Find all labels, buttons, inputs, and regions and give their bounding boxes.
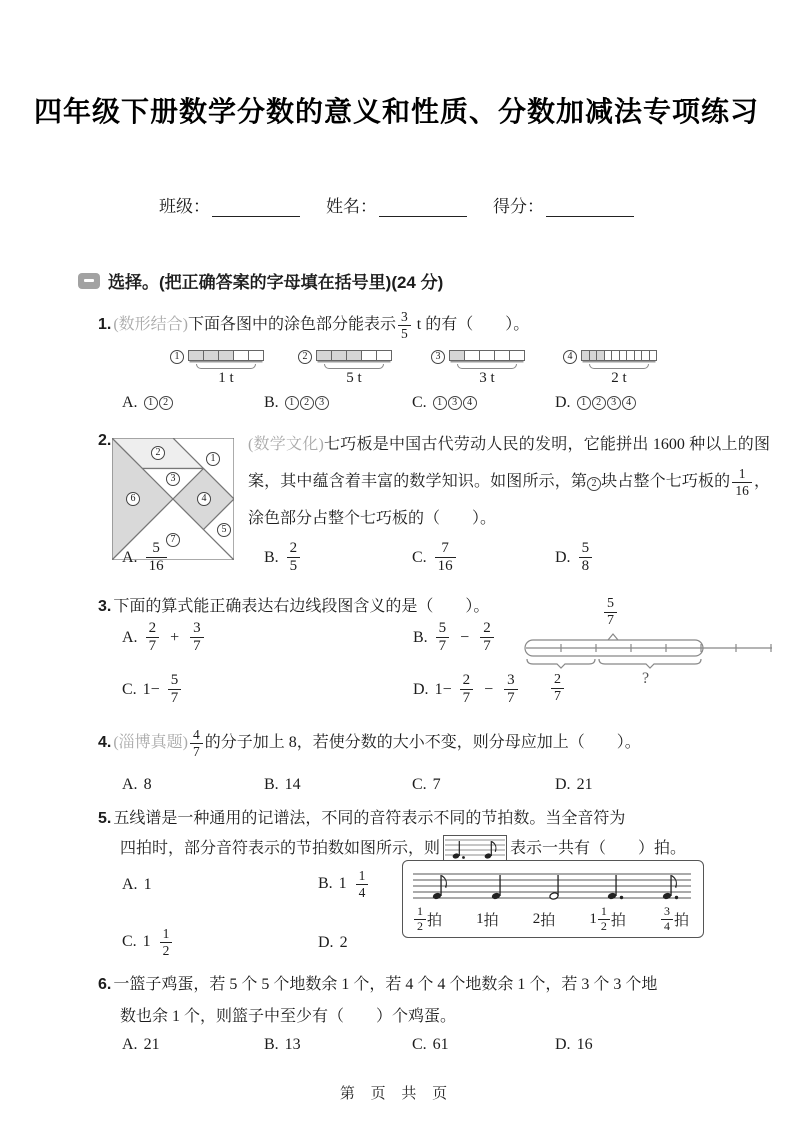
mixed-whole: 1 — [142, 933, 151, 951]
plus-operator: + — [170, 628, 180, 646]
q6-option-c — [412, 1036, 449, 1054]
dotted-eighth-note-icon — [662, 875, 678, 900]
circled-2: 2 — [587, 477, 601, 491]
q2-option-b — [264, 540, 302, 576]
staff-svg — [411, 868, 693, 904]
question-2-text-1: 七巧板是中国古代劳动人民的发明，它能拼出 1600 种以上的图案，其中蕴含着丰富的数学知识。如图所示，第 — [248, 436, 770, 490]
circled-1: 1 — [433, 396, 447, 410]
section-header — [78, 268, 443, 293]
tangram-label-5: 5 — [217, 523, 231, 537]
tangram-label-1: 1 — [206, 452, 220, 466]
beat-label-one: 1 拍 — [476, 910, 499, 929]
tangram-label-3: 3 — [166, 472, 180, 486]
tangram-label-7: 7 — [166, 533, 180, 547]
bar-label: 1 t — [218, 370, 234, 386]
one-minus: 1− — [434, 680, 452, 698]
option-value: 21 — [576, 776, 593, 793]
beat-label-two: 2 拍 — [532, 910, 556, 929]
option-label: C. — [412, 394, 427, 411]
q4-option-b — [264, 776, 301, 794]
bottom-brace-right — [599, 659, 701, 668]
tangram-label-6: 6 — [126, 492, 140, 506]
question-mark-label: ? — [642, 670, 650, 687]
question-2-text-3: ，涂色部分占整个七巧板的（ ）。 — [248, 473, 770, 527]
option-label: A. — [122, 876, 138, 893]
name-blank-line — [379, 200, 467, 217]
question-1-text: 下面各图中的涂色部分能表示 — [188, 316, 397, 333]
question-2-tag: (数学文化) — [248, 436, 324, 453]
question-3-number: 3. — [98, 598, 112, 615]
bar-label: 2 t — [611, 370, 627, 386]
option-label: C. — [412, 548, 427, 566]
inline-notes-svg — [444, 836, 506, 862]
q4-option-d — [555, 776, 593, 794]
option-value: 16 — [576, 1036, 593, 1053]
q4-option-c — [412, 776, 441, 794]
fraction-1-2: $\frac{1}{2}$ — [160, 926, 173, 958]
q2-option-d — [555, 540, 594, 576]
q1-diagram-3 — [431, 350, 525, 387]
class-label: 班级： — [159, 197, 210, 216]
q1-diagram-2 — [298, 350, 392, 387]
question-1-stem — [98, 305, 529, 345]
quarter-note-icon — [491, 875, 501, 900]
question-6-text-2: 数也余 1 个，则篮子中至少有（ ）个鸡蛋。 — [120, 1008, 457, 1025]
question-4-stem — [98, 722, 641, 764]
circled-2: 2 — [592, 396, 606, 410]
q6-option-b — [264, 1036, 301, 1054]
bottom-brace-left — [527, 659, 595, 668]
under-brace — [457, 364, 517, 369]
minus-operator: − — [484, 680, 494, 698]
q5-option-d — [318, 934, 348, 952]
option-label: B. — [318, 875, 333, 893]
staff-labels-row — [411, 905, 695, 934]
fraction-3-7: $\frac{3}{7}$ — [504, 672, 518, 708]
circled-3: 3 — [607, 396, 621, 410]
q6-option-a — [122, 1036, 160, 1054]
question-6-line1 — [98, 970, 657, 1000]
option-label: D. — [555, 776, 571, 793]
q3-option-d — [413, 672, 520, 708]
option-label: D. — [318, 934, 334, 951]
option-label: B. — [264, 776, 279, 793]
option-label: C. — [122, 933, 137, 951]
fraction-2-7: $\frac{2}{7}$ — [460, 672, 474, 708]
option-label: A. — [122, 628, 138, 646]
question-5-text-2: 四拍时，部分音符表示的节拍数如图所示，则 — [120, 840, 441, 857]
page-title: 四年级下册数学分数的意义和性质、分数加减法专项练习 — [33, 96, 759, 127]
fraction-5-8: $\frac{5}{8}$ — [579, 540, 593, 576]
question-4-number: 4. — [98, 734, 112, 751]
option-value: 7 — [432, 776, 441, 793]
question-2-stem — [248, 426, 770, 537]
q1-option-c — [412, 394, 477, 412]
beat-label-half: $\frac{1}{2}$ 拍 — [413, 905, 442, 934]
circled-3: 3 — [448, 396, 462, 410]
bar-diagram-1 — [188, 350, 264, 361]
option-value: 61 — [432, 1036, 449, 1053]
option-label: C. — [122, 680, 137, 698]
q1-option-a — [122, 394, 173, 412]
section-one-icon — [78, 273, 100, 289]
option-value: 14 — [284, 776, 301, 793]
fraction-1-16: $\frac{1}{16}$ — [732, 466, 752, 498]
option-value: 13 — [284, 1036, 301, 1053]
dotted-quarter-note-icon — [607, 875, 623, 900]
fraction-3-5: $\frac{3}{5}$ — [398, 309, 411, 341]
circled-3: 3 — [315, 396, 329, 410]
name-label: 姓名： — [326, 197, 377, 216]
circled-2: 2 — [159, 396, 173, 410]
section-title: 选择。(把正确答案的字母填在括号里)(24 分) — [108, 273, 444, 292]
question-2-number: 2. — [98, 432, 112, 449]
q5-option-a — [122, 876, 152, 894]
option-value: 21 — [143, 1036, 160, 1053]
fraction-5-7: $\frac{5}{7}$ — [168, 672, 182, 708]
top-brace-peak — [608, 634, 618, 640]
option-value: 2 — [339, 934, 348, 951]
circled-4: 4 — [563, 350, 577, 364]
q5-option-c — [122, 926, 174, 958]
option-label: D. — [555, 1036, 571, 1053]
question-1-tag: (数形结合) — [113, 316, 189, 333]
option-label: B. — [413, 628, 428, 646]
bar-diagram-4 — [581, 350, 657, 361]
option-label: B. — [264, 548, 279, 566]
option-label: B. — [264, 394, 279, 411]
segment-diagram — [524, 596, 784, 706]
option-label: A. — [122, 394, 138, 411]
tangram-label-4: 4 — [197, 492, 211, 506]
q3-option-a — [122, 620, 206, 656]
bar-label: 3 t — [479, 370, 495, 386]
question-5-text-1: 五线谱是一种通用的记谱法，不同的音符表示不同的节拍数。当全音符为 — [113, 810, 626, 827]
q3-option-c — [122, 672, 183, 708]
bar-diagram-2 — [316, 350, 392, 361]
bar-label: 5 t — [346, 370, 362, 386]
fraction-5-16: $\frac{5}{16}$ — [146, 540, 167, 576]
beat-label-three-quarters: $\frac{3}{4}$ 拍 — [660, 905, 689, 934]
q2-option-a — [122, 540, 169, 576]
question-3-stem — [98, 592, 489, 622]
mixed-whole: 1 — [338, 875, 347, 893]
q1-option-d — [555, 394, 636, 412]
fraction-7-16: $\frac{7}{16}$ — [435, 540, 456, 576]
question-6-number: 6. — [98, 976, 112, 993]
fraction-5-7-label: $\frac{5}{7}$ — [604, 596, 617, 629]
circled-1: 1 — [144, 396, 158, 410]
fraction-2-7-label: $\frac{2}{7}$ — [551, 672, 564, 705]
one-minus: 1− — [142, 680, 160, 698]
q1-diagram-1 — [170, 350, 264, 387]
question-5-text-3: 表示一共有（ ）拍。 — [510, 840, 687, 857]
question-5-line1 — [98, 804, 625, 834]
question-4-text: 的分子加上 8，若使分数的大小不变，则分母应加上（ ）。 — [204, 734, 641, 751]
question-2-text-2: 块占整个七巧板的 — [601, 473, 731, 490]
fraction-5-7: $\frac{5}{7}$ — [436, 620, 450, 656]
circled-2: 2 — [300, 396, 314, 410]
circled-2: 2 — [298, 350, 312, 364]
q4-option-a — [122, 776, 152, 794]
circled-4: 4 — [622, 396, 636, 410]
q5-option-b — [318, 868, 370, 900]
staff-figure — [402, 860, 704, 938]
option-label: C. — [412, 776, 427, 793]
class-field — [159, 192, 300, 217]
fraction-2-5: $\frac{2}{5}$ — [287, 540, 301, 576]
under-brace — [324, 364, 384, 369]
class-blank-line — [212, 200, 300, 217]
option-value: 8 — [143, 776, 152, 793]
score-field — [493, 192, 634, 217]
circled-1: 1 — [170, 350, 184, 364]
q2-option-c — [412, 540, 458, 576]
fraction-1-4: $\frac{1}{4}$ — [356, 868, 369, 900]
half-note-icon — [549, 875, 559, 900]
segment-line-svg — [524, 632, 784, 676]
beat-label-one-and-half: 1 $\frac{1}{2}$ 拍 — [589, 904, 626, 933]
circled-1: 1 — [577, 396, 591, 410]
fraction-2-7: $\frac{2}{7}$ — [480, 620, 494, 656]
score-blank-line — [546, 200, 634, 217]
bar-diagram-3 — [449, 350, 525, 361]
under-brace — [196, 364, 256, 369]
question-6-text-1: 一篮子鸡蛋，若 5 个 5 个地数余 1 个，若 4 个 4 个地数余 1 个，若 3 个 3 个地 — [113, 976, 658, 993]
option-label: A. — [122, 548, 138, 566]
q1-diagram-4 — [563, 350, 657, 387]
option-value: 1 — [143, 876, 152, 893]
tangram-label-2: 2 — [151, 446, 165, 460]
option-label: D. — [413, 680, 429, 698]
minus-operator: − — [460, 628, 470, 646]
score-label: 得分： — [493, 197, 544, 216]
circled-3: 3 — [431, 350, 445, 364]
name-field — [326, 192, 467, 217]
q1-option-b — [264, 394, 329, 412]
question-3-text: 下面的算式能正确表达右边线段图含义的是（ ）。 — [113, 598, 490, 615]
option-label: B. — [264, 1036, 279, 1053]
option-label: A. — [122, 1036, 138, 1053]
fraction-4-7: $\frac{4}{7}$ — [190, 727, 203, 759]
circled-4: 4 — [463, 396, 477, 410]
option-label: A. — [122, 776, 138, 793]
student-info-row — [0, 192, 793, 217]
option-label: D. — [555, 548, 571, 566]
page-footer: 第 页 共 页 — [339, 1086, 454, 1102]
fraction-3-7: $\frac{3}{7}$ — [190, 620, 204, 656]
q3-option-b — [413, 620, 496, 656]
eighth-note-icon — [432, 875, 447, 900]
question-4-tag: (淄博真题) — [113, 734, 189, 751]
question-6-line2 — [120, 1002, 456, 1032]
question-1-text-post: t 的有（ ）。 — [412, 316, 530, 333]
fraction-2-7: $\frac{2}{7}$ — [146, 620, 160, 656]
option-label: D. — [555, 394, 571, 411]
question-1-number: 1. — [98, 316, 112, 333]
under-brace — [589, 364, 649, 369]
option-label: C. — [412, 1036, 427, 1053]
circled-1: 1 — [285, 396, 299, 410]
q6-option-d — [555, 1036, 593, 1054]
question-5-number: 5. — [98, 810, 112, 827]
